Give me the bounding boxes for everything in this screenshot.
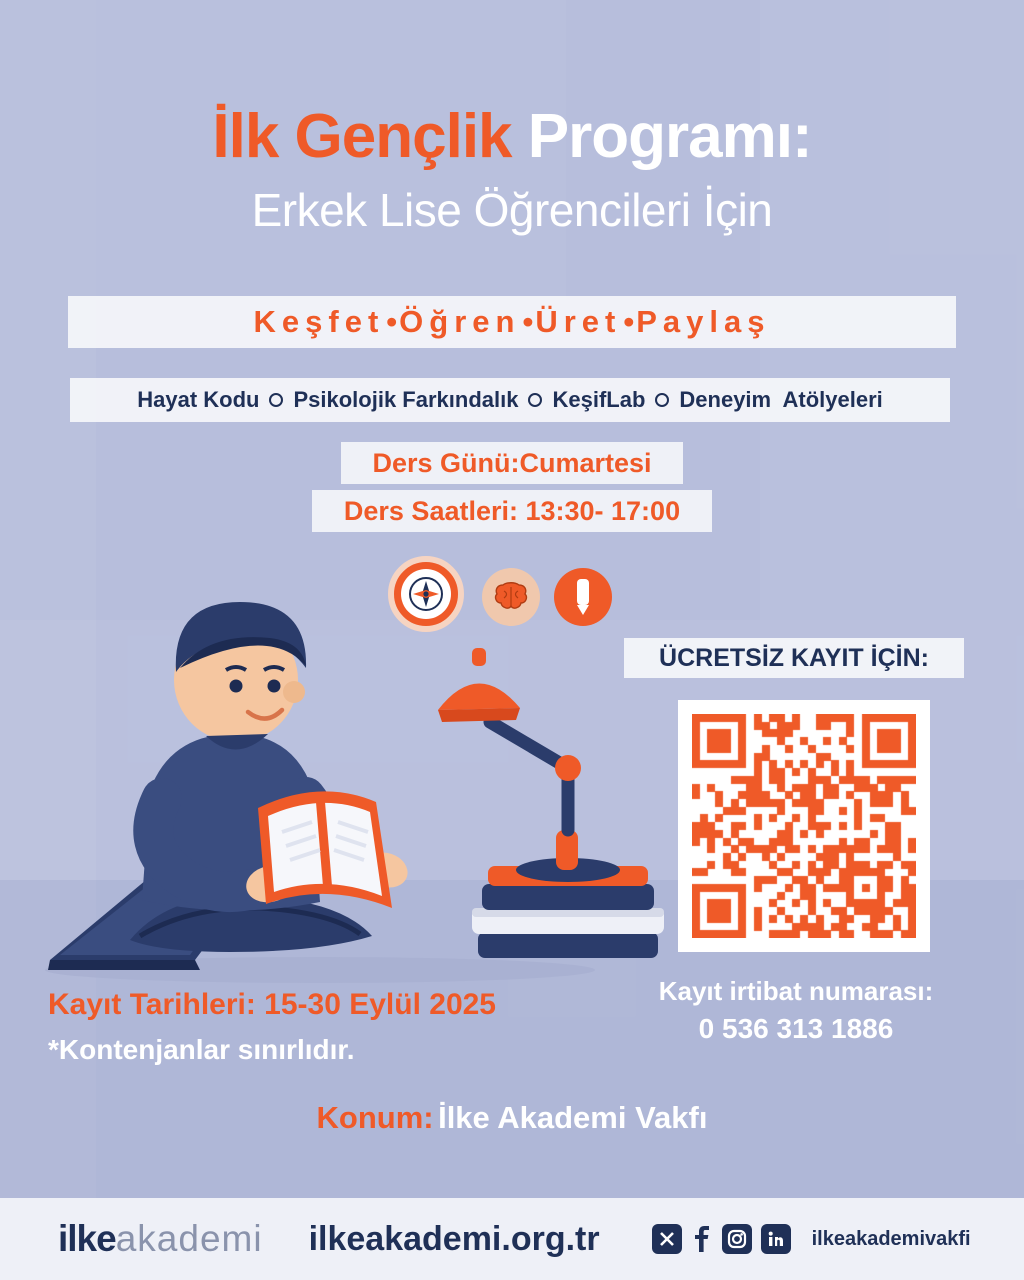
- location-value: İlke Akademi Vakfı: [438, 1100, 708, 1135]
- module-3: KeşifLab: [552, 387, 646, 412]
- keyword-1: Keşfet: [253, 304, 385, 339]
- x-icon[interactable]: [652, 1224, 682, 1254]
- registration-dates-line: Kayıt Tarihleri: 15-30 Eylül 2025: [48, 988, 496, 1021]
- module-4: Deneyim Atölyeleri: [679, 387, 883, 412]
- registration-label: ÜCRETSİZ KAYIT İÇİN:: [624, 638, 964, 678]
- footer-bar: [0, 1198, 1024, 1280]
- facebook-glyph-icon: [692, 1226, 712, 1252]
- registration-dates: [48, 988, 588, 1066]
- website-link[interactable]: ilkeakademi.org.tr: [308, 1219, 600, 1258]
- illustration-svg: [20, 540, 700, 990]
- student-reading-illustration: [20, 540, 700, 990]
- module-2: Psikolojik Farkındalık: [293, 387, 519, 412]
- schedule-hours: Ders Saatleri: 13:30- 17:00: [312, 490, 712, 532]
- page-title-rest: Programı:: [511, 102, 812, 171]
- open-book-icon: [258, 791, 392, 908]
- location-row: [0, 1100, 1024, 1136]
- keyword-2: Öğren: [399, 304, 521, 339]
- linkedin-icon[interactable]: [761, 1224, 791, 1254]
- instagram-glyph-icon: [727, 1229, 747, 1249]
- page-subtitle: Erkek Lise Öğrencileri İçin: [251, 184, 773, 237]
- keyword-3: Üret: [535, 304, 622, 339]
- location-label: Konum:: [316, 1100, 434, 1135]
- keyword-4: Paylaş: [636, 304, 771, 339]
- linkedin-glyph-icon: [766, 1229, 786, 1249]
- ring-bullet-icon: [655, 393, 669, 407]
- contact-phone: 0 536 313 1886: [698, 1013, 894, 1044]
- social-icon-row: [652, 1224, 971, 1254]
- keyword-separator: •: [386, 304, 398, 339]
- ring-bullet-icon: [528, 393, 542, 407]
- brand-logo-bold: ilke: [58, 1218, 116, 1259]
- poster-title-group: [0, 104, 1024, 237]
- brand-logo-light: akademi: [115, 1218, 263, 1259]
- brand-logo: [58, 1218, 263, 1260]
- quota-note: *Kontenjanlar sınırlıdır.: [48, 1034, 355, 1065]
- instagram-icon[interactable]: [722, 1224, 752, 1254]
- registration-qr-code[interactable]: [678, 700, 930, 952]
- keyword-separator: •: [522, 304, 534, 339]
- contact-label: Kayıt irtibat numarası:: [658, 976, 934, 1006]
- keyword-separator: •: [623, 304, 635, 339]
- facebook-icon[interactable]: [691, 1224, 713, 1254]
- qr-canvas: [692, 714, 916, 938]
- x-glyph-icon: [658, 1230, 676, 1248]
- module-1: Hayat Kodu: [137, 387, 260, 412]
- page-title-accent: İlk Gençlik: [212, 102, 512, 171]
- keywords-strip: [68, 296, 956, 348]
- social-handle: ilkeakademivakfi: [811, 1227, 971, 1250]
- schedule-day: Ders Günü:Cumartesi: [341, 442, 683, 484]
- page-title: [0, 104, 1024, 169]
- desk-lamp-icon: [438, 648, 620, 882]
- ring-bullet-icon: [269, 393, 283, 407]
- modules-strip: [70, 378, 950, 422]
